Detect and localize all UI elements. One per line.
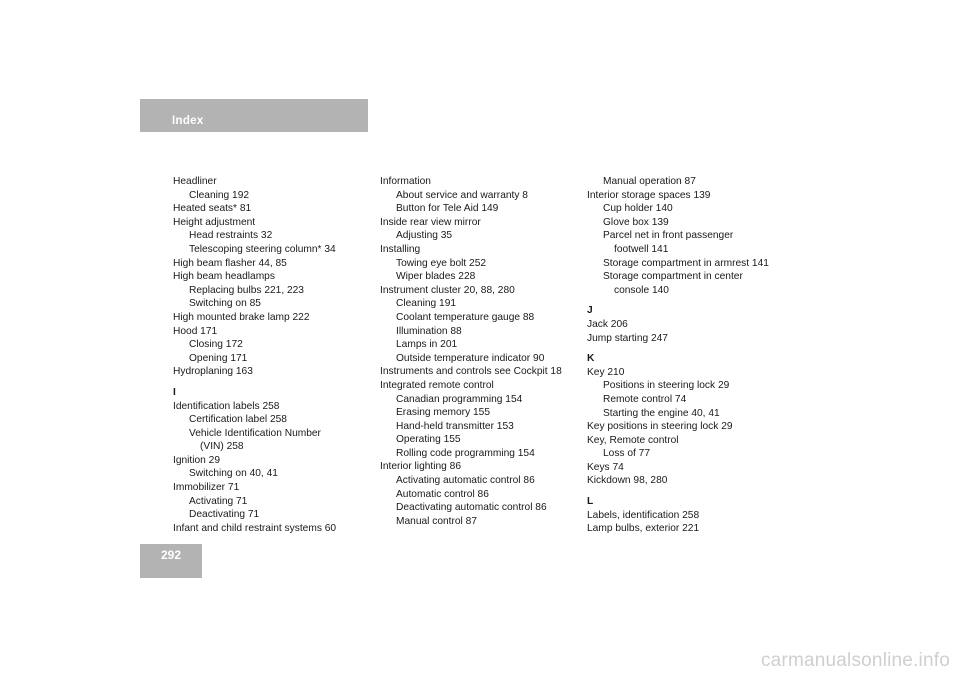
index-entry: Instrument cluster 20, 88, 280 (380, 284, 515, 296)
index-subentry: Wiper blades 228 (396, 271, 476, 283)
index-entry: Information (380, 176, 431, 187)
index-letter-heading: J (587, 305, 593, 317)
index-entry: Jump starting 247 (587, 332, 668, 344)
index-subentry: footwell 141 (614, 243, 669, 255)
index-entry: Kickdown 98, 280 (587, 475, 668, 487)
index-subentry: Vehicle Identification Number (189, 427, 321, 439)
index-entry: Hydroplaning 163 (173, 366, 253, 378)
index-entry: Key, Remote control (587, 434, 679, 446)
index-letter-heading: L (587, 496, 594, 508)
index-entry: Height adjustment (173, 216, 256, 228)
index-entry: Instruments and controls see Cockpit 18 (380, 366, 562, 378)
index-subentry: Coolant temperature gauge 88 (396, 311, 535, 323)
index-subentry: Deactivating 71 (189, 509, 260, 521)
index-subentry: Switching on 40, 41 (189, 468, 278, 480)
index-subentry: Storage compartment in armrest 141 (603, 257, 769, 269)
index-subentry: Starting the engine 40, 41 (603, 407, 720, 419)
index-subentry: Towing eye bolt 252 (396, 257, 487, 269)
index-letter-heading: K (587, 353, 595, 365)
index-entry: High beam flasher 44, 85 (173, 257, 287, 269)
index-subentry: Manual control 87 (396, 515, 477, 527)
index-subentry: Glove box 139 (603, 216, 669, 228)
index-subentry: Adjusting 35 (396, 230, 453, 242)
index-subentry: Deactivating automatic control 86 (396, 502, 547, 514)
index-entry: Inside rear view mirror (380, 216, 481, 228)
index-subentry: Operating 155 (396, 434, 461, 446)
index-subentry: Switching on 85 (189, 298, 261, 310)
index-column-2 (380, 175, 562, 528)
index-entry: Installing (380, 243, 421, 255)
page-number: 292 (160, 548, 182, 562)
index-subentry: Loss of 77 (603, 448, 651, 460)
index-subentry: (VIN) 258 (200, 441, 244, 453)
index-entry: Integrated remote control (380, 379, 494, 391)
index-entry: Key positions in steering lock 29 (587, 421, 733, 433)
index-column-3 (587, 175, 769, 536)
index-subentry: Activating 71 (189, 495, 248, 507)
index-entry: Ignition 29 (173, 454, 221, 466)
index-letter-heading: I (173, 386, 176, 398)
page-number-tab (140, 544, 202, 578)
index-subentry: Cup holder 140 (603, 203, 673, 215)
index-subentry: Cleaning 192 (189, 189, 250, 201)
index-subentry: Hand-held transmitter 153 (396, 420, 514, 432)
index-subentry: Button for Tele Aid 149 (396, 203, 499, 215)
index-subentry: Remote control 74 (603, 393, 687, 405)
index-entry: Immobilizer 71 (173, 482, 240, 494)
index-subentry: Manual operation 87 (603, 176, 696, 187)
index-entry: Interior lighting 86 (380, 461, 461, 473)
index-entry: High beam headlamps (173, 271, 275, 283)
index-subentry: Erasing memory 155 (396, 407, 490, 419)
index-entry: Hood 171 (173, 325, 218, 337)
index-subentry: About service and warranty 8 (396, 189, 528, 201)
index-subentry: Rolling code programming 154 (396, 447, 535, 459)
index-subentry: Positions in steering lock 29 (603, 380, 730, 392)
index-subentry: Opening 171 (189, 352, 248, 364)
index-subentry: Replacing bulbs 221, 223 (189, 284, 304, 296)
index-entry: Identification labels 258 (173, 400, 280, 412)
index-subentry: Parcel net in front passenger (603, 230, 734, 242)
index-entry: Headliner (173, 176, 217, 187)
index-subentry: Cleaning 191 (396, 298, 457, 310)
index-entry: Lamp bulbs, exterior 221 (587, 523, 700, 535)
index-subentry: Automatic control 86 (396, 488, 489, 500)
index-entry: Jack 206 (587, 318, 628, 330)
index-entry: High mounted brake lamp 222 (173, 311, 310, 323)
index-column-1 (173, 175, 336, 535)
index-subentry: Canadian programming 154 (396, 393, 523, 405)
index-entry: Keys 74 (587, 461, 624, 473)
index-entry: Heated seats* 81 (173, 203, 252, 215)
index-subentry: Storage compartment in center (603, 271, 743, 283)
index-subentry: Certification label 258 (189, 414, 287, 426)
index-entry: Key 210 (587, 366, 625, 378)
index-subentry: Illumination 88 (396, 325, 462, 337)
index-subentry: Closing 172 (189, 339, 243, 351)
index-subentry: Outside temperature indicator 90 (396, 352, 545, 364)
watermark: carmanualsonline.info (760, 650, 950, 671)
index-subentry: Lamps in 201 (396, 339, 458, 351)
header-band (140, 99, 368, 132)
index-entry: Infant and child restraint systems 60 (173, 522, 337, 534)
page-title: Index (172, 115, 204, 127)
index-subentry: Head restraints 32 (189, 230, 273, 242)
index-subentry: Activating automatic control 86 (396, 475, 535, 487)
index-entry: Interior storage spaces 139 (587, 189, 711, 201)
index-subentry: Telescoping steering column* 34 (189, 243, 336, 255)
index-entry: Labels, identification 258 (587, 509, 700, 521)
index-subentry: console 140 (614, 284, 669, 296)
